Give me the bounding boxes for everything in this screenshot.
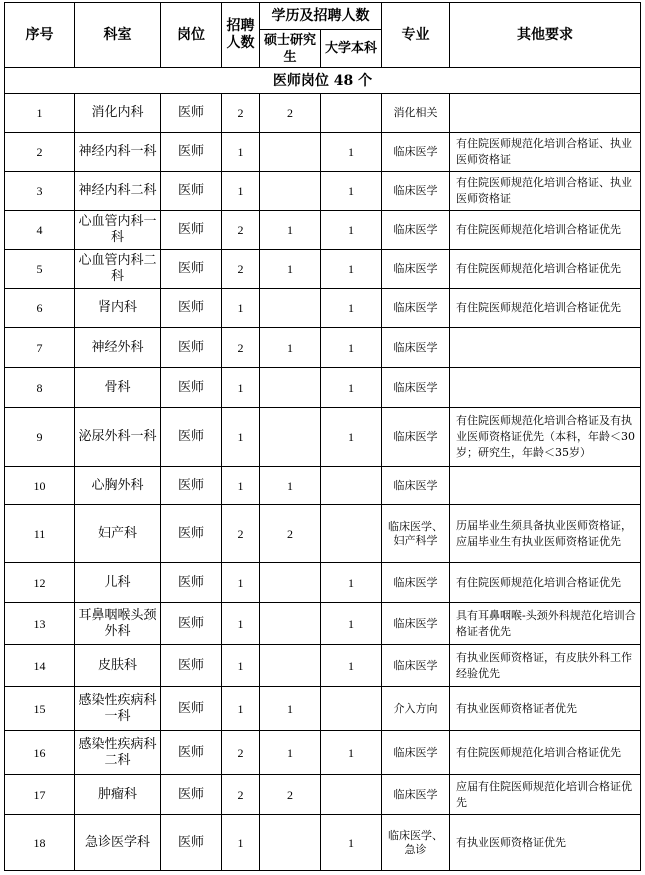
cell-major: 临床医学	[382, 731, 450, 775]
cell-dept: 神经内科一科	[75, 133, 161, 172]
cell-count: 1	[222, 289, 260, 328]
cell-count: 2	[222, 211, 260, 250]
cell-major: 临床医学	[382, 250, 450, 289]
cell-post: 医师	[161, 563, 222, 603]
header-dept: 科室	[75, 3, 161, 68]
cell-major: 临床医学	[382, 289, 450, 328]
cell-master	[260, 133, 321, 172]
cell-count: 2	[222, 731, 260, 775]
cell-bachelor: 1	[321, 368, 382, 408]
cell-other: 有住院医师规范化培训合格证、执业医师资格证	[450, 133, 641, 172]
cell-bachelor: 1	[321, 645, 382, 687]
cell-count: 2	[222, 94, 260, 133]
header-major: 专业	[382, 3, 450, 68]
header-post: 岗位	[161, 3, 222, 68]
cell-post: 医师	[161, 775, 222, 815]
cell-other: 有住院医师规范化培训合格证优先	[450, 250, 641, 289]
cell-dept: 妇产科	[75, 505, 161, 563]
table-row	[5, 775, 641, 815]
cell-no: 6	[5, 289, 75, 328]
cell-master: 1	[260, 467, 321, 505]
cell-bachelor	[321, 505, 382, 563]
recruitment-table	[4, 2, 641, 871]
cell-dept: 神经外科	[75, 328, 161, 368]
table-row	[5, 563, 641, 603]
cell-count: 1	[222, 563, 260, 603]
table-row	[5, 289, 641, 328]
cell-master: 1	[260, 328, 321, 368]
cell-dept: 儿科	[75, 563, 161, 603]
cell-post: 医师	[161, 211, 222, 250]
cell-major: 临床医学	[382, 467, 450, 505]
cell-no: 14	[5, 645, 75, 687]
cell-dept: 骨科	[75, 368, 161, 408]
cell-master: 2	[260, 505, 321, 563]
table-row	[5, 250, 641, 289]
cell-count: 2	[222, 328, 260, 368]
cell-no: 12	[5, 563, 75, 603]
cell-count: 2	[222, 250, 260, 289]
cell-post: 医师	[161, 328, 222, 368]
cell-master: 1	[260, 731, 321, 775]
cell-master: 1	[260, 687, 321, 731]
cell-count: 1	[222, 645, 260, 687]
cell-post: 医师	[161, 505, 222, 563]
cell-bachelor	[321, 775, 382, 815]
cell-dept: 心胸外科	[75, 467, 161, 505]
cell-major: 消化相关	[382, 94, 450, 133]
table-row	[5, 94, 641, 133]
cell-master	[260, 172, 321, 211]
cell-post: 医师	[161, 289, 222, 328]
table-row	[5, 368, 641, 408]
cell-major: 临床医学	[382, 408, 450, 467]
table-row	[5, 467, 641, 505]
cell-count: 1	[222, 408, 260, 467]
cell-master	[260, 645, 321, 687]
cell-dept: 心血管内科一科	[75, 211, 161, 250]
table-row	[5, 815, 641, 871]
cell-no: 9	[5, 408, 75, 467]
cell-bachelor: 1	[321, 250, 382, 289]
cell-no: 2	[5, 133, 75, 172]
header-master: 硕士研究生	[260, 30, 321, 68]
cell-count: 1	[222, 172, 260, 211]
cell-post: 医师	[161, 467, 222, 505]
section-title: 医师岗位 48 个	[5, 68, 641, 94]
cell-count: 2	[222, 505, 260, 563]
cell-dept: 泌尿外科一科	[75, 408, 161, 467]
cell-other: 有住院医师规范化培训合格证优先	[450, 563, 641, 603]
cell-no: 15	[5, 687, 75, 731]
cell-dept: 皮肤科	[75, 645, 161, 687]
cell-bachelor: 1	[321, 731, 382, 775]
cell-count: 1	[222, 815, 260, 871]
cell-bachelor: 1	[321, 563, 382, 603]
cell-other	[450, 368, 641, 408]
table-row	[5, 211, 641, 250]
cell-post: 医师	[161, 603, 222, 645]
table-row	[5, 133, 641, 172]
recruitment-table-container	[4, 2, 641, 871]
cell-dept: 急诊医学科	[75, 815, 161, 871]
header-edu-group: 学历及招聘人数	[260, 3, 382, 30]
cell-master	[260, 289, 321, 328]
cell-bachelor: 1	[321, 408, 382, 467]
cell-other: 历届毕业生须具备执业医师资格证，应届毕业生有执业医师资格证优先	[450, 505, 641, 563]
cell-major: 临床医学	[382, 328, 450, 368]
cell-post: 医师	[161, 815, 222, 871]
cell-bachelor	[321, 467, 382, 505]
cell-other	[450, 94, 641, 133]
cell-major: 临床医学	[382, 133, 450, 172]
cell-dept: 感染性疾病科二科	[75, 731, 161, 775]
cell-other: 有执业医师资格证者优先	[450, 687, 641, 731]
cell-other: 有执业医师资格证，有皮肤外科工作经验优先	[450, 645, 641, 687]
cell-dept: 消化内科	[75, 94, 161, 133]
cell-post: 医师	[161, 172, 222, 211]
cell-master: 1	[260, 211, 321, 250]
cell-count: 1	[222, 467, 260, 505]
cell-major: 临床医学	[382, 603, 450, 645]
cell-bachelor: 1	[321, 211, 382, 250]
cell-dept: 感染性疾病科一科	[75, 687, 161, 731]
cell-major: 临床医学、急诊	[382, 815, 450, 871]
cell-no: 10	[5, 467, 75, 505]
cell-post: 医师	[161, 731, 222, 775]
cell-count: 2	[222, 775, 260, 815]
cell-count: 1	[222, 368, 260, 408]
cell-no: 16	[5, 731, 75, 775]
cell-bachelor: 1	[321, 603, 382, 645]
cell-no: 5	[5, 250, 75, 289]
cell-count: 1	[222, 687, 260, 731]
table-row	[5, 731, 641, 775]
cell-major: 临床医学	[382, 211, 450, 250]
table-row	[5, 645, 641, 687]
cell-no: 7	[5, 328, 75, 368]
cell-count: 1	[222, 603, 260, 645]
cell-count: 1	[222, 133, 260, 172]
header-bachelor: 大学本科	[321, 30, 382, 68]
cell-major: 临床医学	[382, 172, 450, 211]
header-no: 序号	[5, 3, 75, 68]
cell-bachelor	[321, 687, 382, 731]
cell-post: 医师	[161, 408, 222, 467]
cell-other: 应届有住院医师规范化培训合格证优先	[450, 775, 641, 815]
cell-post: 医师	[161, 133, 222, 172]
cell-other: 有执业医师资格证优先	[450, 815, 641, 871]
cell-major: 临床医学	[382, 775, 450, 815]
cell-bachelor: 1	[321, 133, 382, 172]
cell-no: 13	[5, 603, 75, 645]
cell-dept: 心血管内科二科	[75, 250, 161, 289]
cell-other: 有住院医师规范化培训合格证优先	[450, 289, 641, 328]
cell-major: 临床医学	[382, 563, 450, 603]
cell-dept: 肿瘤科	[75, 775, 161, 815]
cell-dept: 肾内科	[75, 289, 161, 328]
cell-other: 有住院医师规范化培训合格证优先	[450, 211, 641, 250]
cell-post: 医师	[161, 368, 222, 408]
cell-master	[260, 563, 321, 603]
cell-major: 介入方向	[382, 687, 450, 731]
table-row	[5, 408, 641, 467]
cell-other: 具有耳鼻咽喉-头颈外科规范化培训合格证者优先	[450, 603, 641, 645]
table-row	[5, 687, 641, 731]
cell-other: 有住院医师规范化培训合格证、执业医师资格证	[450, 172, 641, 211]
table-row	[5, 172, 641, 211]
cell-bachelor: 1	[321, 289, 382, 328]
header-count: 招聘人数	[222, 3, 260, 68]
cell-other: 有住院医师规范化培训合格证优先	[450, 731, 641, 775]
cell-dept: 神经内科二科	[75, 172, 161, 211]
cell-no: 8	[5, 368, 75, 408]
cell-other: 有住院医师规范化培训合格证及有执业医师资格证优先（本科，年龄＜30岁；研究生，年龄＜35岁）	[450, 408, 641, 467]
cell-master: 2	[260, 94, 321, 133]
cell-bachelor	[321, 94, 382, 133]
cell-major: 临床医学	[382, 368, 450, 408]
cell-master	[260, 408, 321, 467]
cell-other	[450, 467, 641, 505]
cell-bachelor: 1	[321, 328, 382, 368]
cell-dept: 耳鼻咽喉头颈外科	[75, 603, 161, 645]
cell-master	[260, 815, 321, 871]
cell-bachelor: 1	[321, 815, 382, 871]
cell-master	[260, 368, 321, 408]
cell-major: 临床医学	[382, 645, 450, 687]
cell-post: 医师	[161, 645, 222, 687]
cell-post: 医师	[161, 687, 222, 731]
cell-master: 2	[260, 775, 321, 815]
cell-major: 临床医学、妇产科学	[382, 505, 450, 563]
cell-post: 医师	[161, 94, 222, 133]
cell-no: 4	[5, 211, 75, 250]
cell-master: 1	[260, 250, 321, 289]
cell-other	[450, 328, 641, 368]
table-row	[5, 505, 641, 563]
header-other: 其他要求	[450, 3, 641, 68]
cell-no: 17	[5, 775, 75, 815]
cell-no: 18	[5, 815, 75, 871]
cell-no: 1	[5, 94, 75, 133]
cell-bachelor: 1	[321, 172, 382, 211]
table-row	[5, 328, 641, 368]
table-row	[5, 603, 641, 645]
cell-no: 3	[5, 172, 75, 211]
cell-no: 11	[5, 505, 75, 563]
cell-post: 医师	[161, 250, 222, 289]
cell-master	[260, 603, 321, 645]
